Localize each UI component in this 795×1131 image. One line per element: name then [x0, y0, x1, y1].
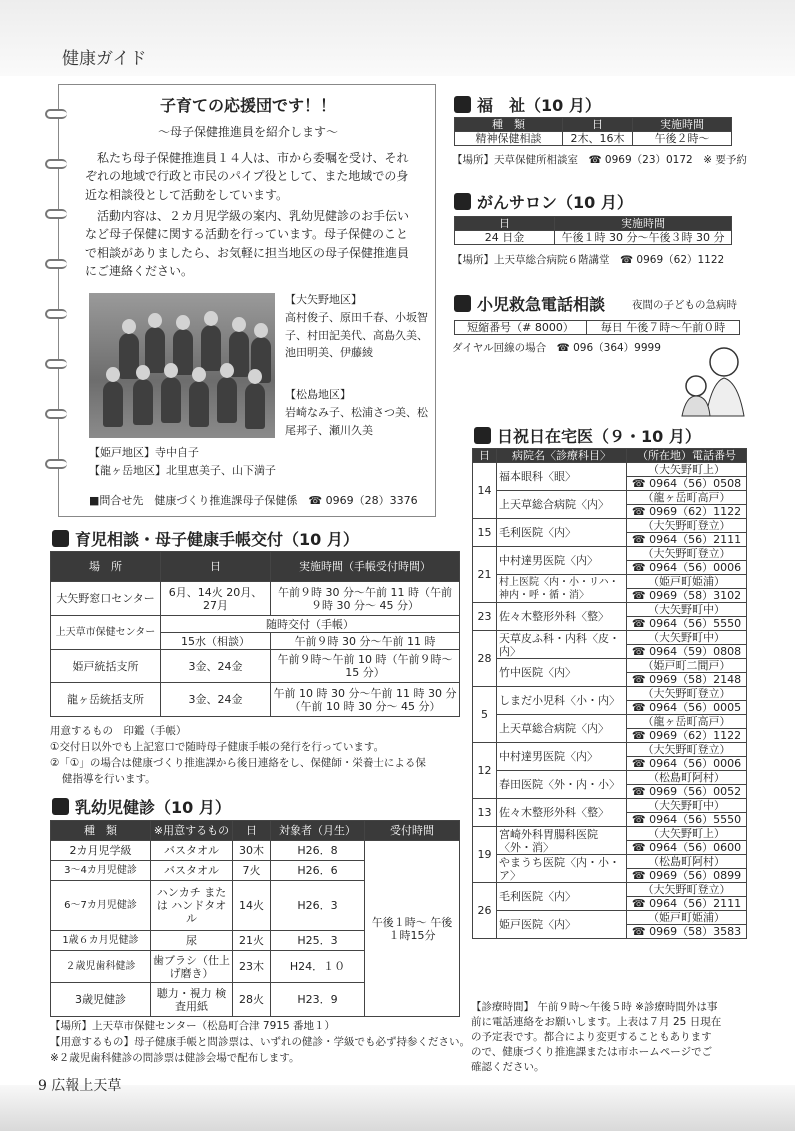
holiday-note-3: の予定表です。都合により変更することもあります [471, 1031, 712, 1043]
medical-cross-icon [454, 295, 471, 312]
childcare-table: 場 所 日 実施時間（手帳受付時間） 大矢野窓口センター 6月、14火 20月、27月 午前９時 30 分〜午前 11 時（午前９時 30 分〜 45 分） 上天草市保健センター 随時交付（手帳） 15水（相談） 午前９時 30 分〜午前 11 時 姫戸統括支所 3金、24金 午前９時〜午前 10 時（午前９時〜 15 分） 龍ヶ岳統括支所 3金、24金 午前 10 時 30 分〜午前 11 時 30 分（午前 10 時 30 分〜 45 分） [50, 551, 460, 717]
holiday-doctors-table: 日 病院名〈診療科目〉 （所在地）電話番号 14 福本眼科〈眼〉 （大矢野町上） ☎ 0964（56）0508 上天草総合病院〈内〉 （龍ヶ岳町高戸） ☎ 0969（62）1122 15 毛利医院〈内〉 （大矢野町登立） ☎ 0964（56）2111 21 中村達男医院〈内〉 （大矢野町登立） ☎ 0964（56）0006 村上医院〈内・小・リハ・神内・呼・循・消〉 （姫戸町姫浦） ☎ 0969（58）3102 23 佐々木整形外科〈整〉 （大矢野町中） ☎ 0964（56）5550 28 天草皮ふ科・内科〈皮・内〉 （大矢野町中） ☎ 0964（59）0808 竹中医院〈内〉 （姫戸町二間戸） ☎ 0969（58）2148 5 しまだ小児科〈小・内〉 （大矢野町登立） ☎ 0964（56）0005 上天草総合病院〈内〉 （龍ヶ岳町高戸） ☎ 0969（62）1122 12 中村達男医院〈内〉 （大矢野町登立） ☎ 0964（56）0006 春田医院〈外・内・小〉 （松島町阿村） ☎ 0969（56）0052 13 佐々木整形外科〈整〉 （大矢野町中） ☎ 0964（56）5550 19 宮崎外科胃腸科医院〈外・消〉 （大矢野町上） ☎ 0964（56）0600 やまうち医院〈内・小・ア〉 （松島町阿村） ☎ 0969（56）0899 26 毛利医院〈内〉 （大矢野町登立） ☎ 0964（56）2111 姫戸医院〈内〉 （姫戸町姫浦） ☎ 0969（58）3583 [472, 448, 747, 939]
welfare-note: 【場所】天草保健所相談室 ☎ 0969（23）0172 ※ 要予約 [452, 154, 747, 166]
district-matsushima-members: 岩崎なみ子、松浦さつ美、松尾邦子、瀬川久美 [285, 406, 428, 437]
holiday-note-2: 前に電話連絡をお願いします。上表は７月 25 日現在 [471, 1016, 722, 1028]
cancer-salon-table: 日 実施時間 24 日金 午後１時 30 分〜午後３時 30 分 [454, 216, 732, 245]
childcare-note-1: 用意するもの 印鑑（手帳） [50, 725, 187, 737]
cancer-salon-note: 【場所】上天草総合病院６階講堂 ☎ 0969（62）1122 [452, 254, 725, 266]
holiday-note-1: 【診療時間】 午前９時〜午後５時 ※診療時間外は事 [471, 1001, 718, 1013]
checkup-note-3: ※２歳児歯科健診の問診票は健診会場で配布します。 [50, 1052, 300, 1064]
welfare-table: 種 類 日 実施時間 精神保健相談 2木、16木 午後２時〜 [454, 117, 732, 146]
ring-decoration [45, 159, 67, 169]
support-subtitle: 〜母子保健推進員を紹介します〜 [157, 125, 338, 139]
emergency-note: ダイヤル回線の場合 ☎ 096（364）9999 [452, 342, 661, 354]
holiday-heading: 日祝日在宅医（９・10 月） [474, 424, 701, 447]
holiday-note-4: ので、健康づくり推進課または市ホームページでご [471, 1046, 713, 1058]
bottle-icon [52, 530, 69, 547]
district-matsushima-heading: 【松島地区】 [285, 388, 351, 401]
checkup-note-1: 【場所】上天草市保健センター（松島町合津 7915 番地１） [50, 1020, 335, 1032]
district-himedo-heading: 【姫戸地区】寺中自子 [89, 446, 199, 459]
checkup-note-2: 【用意するもの】母子健康手帳と問診票は、いずれの健診・学級でも必ず持参ください。 [50, 1036, 470, 1048]
footer-label: 9 広報上天草 [38, 1078, 122, 1094]
ring-decoration [45, 309, 67, 319]
checkup-heading: 乳幼児健診（10 月） [52, 795, 231, 818]
district-oyano-heading: 【大矢野地区】 [285, 293, 362, 306]
childcare-note-2: ①交付日以外でも上記窓口で随時母子健康手帳の発行を行っています。 [50, 741, 385, 753]
page-title: 健康ガイド [62, 49, 147, 69]
welfare-heading: 福 祉（10 月） [454, 93, 601, 116]
support-paragraph-1: 私たち母子保健推進員１４人は、市から委嘱を受け、それぞれの地域で行政と市民のパイプ役として、また地域での身近な相談役として活動をしています。 [85, 151, 409, 202]
group-photo [89, 293, 275, 438]
cancer-salon-heading: がんサロン（10 月） [454, 190, 633, 213]
medical-cross-icon [474, 427, 491, 444]
district-ryugatake-heading: 【龍ヶ岳地区】北里恵美子、山下満子 [89, 464, 276, 477]
ring-decoration [45, 359, 67, 369]
ring-decoration [45, 409, 67, 419]
support-contact: ■問合せ先 健康づくり推進課母子保健係 ☎ 0969（28）3376 [89, 494, 418, 507]
childcare-heading: 育児相談・母子健康手帳交付（10 月） [52, 527, 359, 550]
checkup-table: 種 類 ※用意するもの 日 対象者（月生） 受付時間 2カ月児学級 バスタオル 30木 H26．8 午後１時〜 午後１時15分 3〜4カ月児健診 バスタオル 7火 H26．6 6〜7カ月児健診 ハンカチ または ハンドタオル 14火 H26．3 1歳６カ月児健診 尿 21火 H25．3 ２歳児歯科健診 歯ブラシ（仕上げ磨き） 23木 H24．１０ 3歳児健診 聴力・視力 検査用紙 28火 H23．9 [50, 820, 460, 1017]
support-paragraph-2: 活動内容は、２カ月児学級の案内、乳幼児健診のお手伝いなど母子保健に関する活動を行っています。母子保健のことで相談がありましたら、お気軽に担当地区の母子保健推進員にご連絡ください。 [85, 209, 410, 279]
support-box [58, 84, 436, 517]
emergency-subtitle: 夜間の子どもの急病時 [632, 299, 737, 311]
holiday-note-5: 確認ください。 [471, 1061, 545, 1073]
childcare-note-4: 健指導を行います。 [62, 773, 156, 785]
ring-decoration [45, 209, 67, 219]
emergency-table: 短縮番号（# 8000） 毎日 午後７時〜午前０時 [454, 320, 740, 335]
support-title: 子育ての応援団です！！ [159, 96, 336, 115]
district-oyano-members: 高村俊子、原田千春、小坂智子、村田記美代、高島久美、池田明美、伊藤綾 [285, 311, 428, 360]
nurse-illustration [672, 338, 752, 418]
ring-decoration [45, 459, 67, 469]
baby-icon [52, 798, 69, 815]
emergency-heading: 小児救急電話相談 [454, 292, 605, 315]
ring-decoration [45, 259, 67, 269]
heart-icon [454, 96, 471, 113]
heart-icon [454, 193, 471, 210]
childcare-note-3: ②「①」の場合は健康づくり推進課から後日連絡をし、保健師・栄養士による保 [50, 757, 426, 769]
